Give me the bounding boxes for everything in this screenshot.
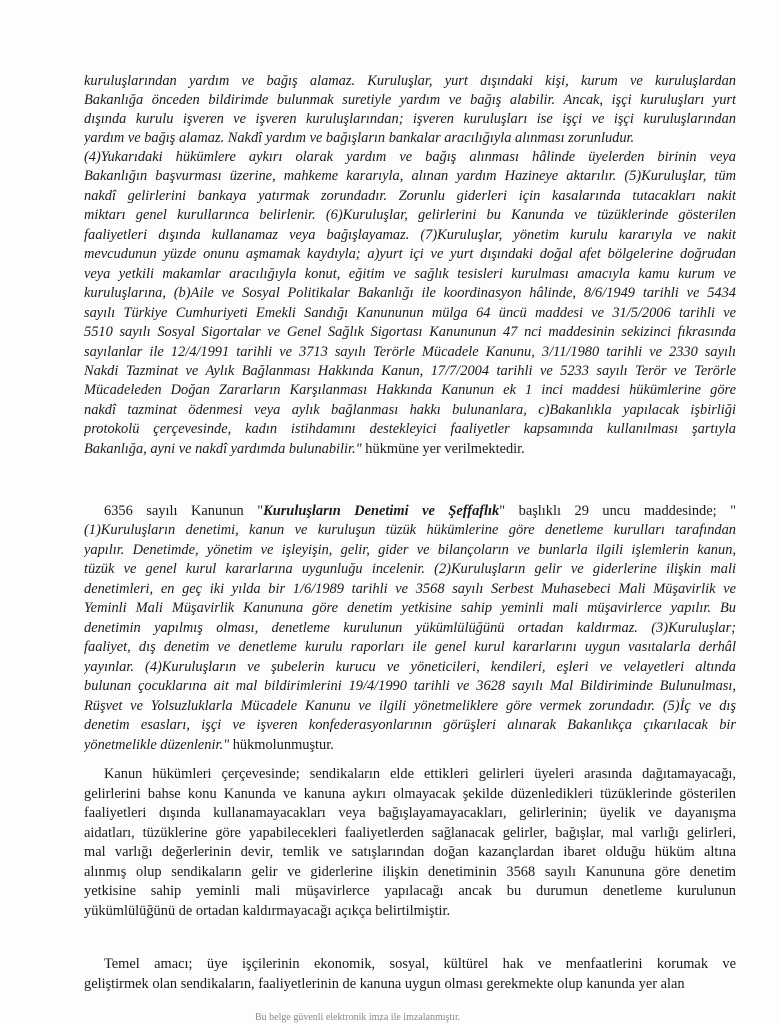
text-line: Yeminli Mali Müşavirlik Kanununa göre denetim yetkisine sahip yeminli mali müşavirlerce yapılır. Bu [84,600,736,616]
text-line: kuruluşlarından yardım ve bağış alamaz. Kuruluşlar, yurt dışındaki kişi, kurum ve kuruluşlardan [84,73,736,89]
text-line: sayılanlar ile 12/4/1991 tarihli ve 3713 sayılı Terörle Mücadele Kanunu, 3/11/1980 tarihli ve 2330 sayılı [84,344,736,360]
text-line: faaliyetleri dışında kullanamayacakları veya bağışlayamayacakları, gelirlerinin; üyelik ve dayanışma [84,805,736,821]
text-line: Mücadeleden Doğan Zararların Karşılanması Hakkında Kanunun ek 1 inci maddesi hükümlerine göre [84,382,736,398]
text-line: nakdî tazminat ödenmesi veya aylık bağlanması hakkı bulunanlara, c)Bakanlıkla yapılacak işbirliği [84,402,736,418]
text-line: dışında kurulu işveren ve işveren kuruluşlarından; işveren kuruluşları ise işçi ve işçi kuruluşlarından [84,111,736,127]
text-line: denetimleri, en geç iki yılda bir 1/6/1989 tarihli ve 3568 sayılı Serbest Muhasebeci Mali Müşavirlik ve [84,581,736,597]
text-line: 5510 sayılı Sosyal Sigortalar ve Genel Sağlık Sigortası Kanununun 47 nci maddesinin sekizinci fıkrasında [84,324,736,340]
text-line: geliştirmek olan sendikaların, faaliyetlerinin de kanuna uygun olması gerekmekte olup kanunda yer alan [84,976,685,992]
text-line: mevcudunun yüzde onunu aşmamak kaydıyla; a)yurt içi ve yurt dışındaki doğal afet bölgelerine doğrudan [84,246,736,262]
article-heading: Kuruluşların Denetimi ve Şeffaflık [263,503,500,519]
page-footer: Bu belge güvenli elektronik imza ile imzalanmıştır. [255,1012,461,1023]
text-line: (1)Kuruluşların denetimi, kanun ve kuruluşun tüzük hükümlerine göre denetleme kurulları tarafından [84,522,736,538]
text-line: alınmış olup sendikaların gelir ve giderlerine ilişkin denetiminin 3568 sayılı Kanununa göre denetim [84,864,736,880]
text-line: aidatları, tüzüklerine göre yapabilecekleri faaliyetlerden sağlanacak gelirler, bağışlar, mal varlığı gelirleri, [84,825,736,841]
text-line: denetimin yapılmış olması, denetleme kurulunun yükümlülüğünü ortadan kaldırmaz. (3)Kuruluşlar; [84,620,736,636]
text-line: yükümlülüğünü de ortadan kaldırmayacağı açıkça belirtilmiştir. [84,903,451,919]
text-line: Rüşvet ve Yolsuzluklarla Mücadele Kanunu ve ilgili yönetmeliklere göre vermek zorundadır. (5)İç ve dış [84,698,736,714]
text-line: mal varlığı değerlerinin devir, temlik ve satışlarından doğan kazançlardan ibaret olduğu hüküm altına [84,844,736,860]
text-line: tüzük ve genel kurul kararlarına uygunluğu incelenir. (2)Kuruluşların gelir ve giderlerine ilişkin mali [84,561,736,577]
text-line [84,736,736,754]
text-line: yayınlar. (4)Kuruluşların ve şubelerin kurucu ve yöneticileri, kendileri, eşleri ve velayetleri altında [84,659,736,675]
text-line: nakdî gelirlerini bankaya yatırmak zorundadır. Zorunlu giderleri için kasalarında tutacakları nakit [84,188,736,204]
text-line: yapılır. Denetimde, yönetim ve işleyişin, gelir, gider ve bilançoların ve bunlarla ilgili işlemlerin kanun, [84,542,736,558]
text-line: Bakanlığa önceden bildirimde bulunmak suretiyle yardım ve bağış alabilir. Ancak, işçi kuruluşları yurt [84,92,736,108]
text-line: gelirlerini bahse konu Kanunda ve kanuna aykırı olmayacak şekilde düzenledikleri tüzüklerinde gösterilen [84,786,736,802]
text-line: faaliyetleri dışında kullanamaz veya bağışlayamaz. (7)Kuruluşlar, yönetim kurulu kararıyla ve nakit [84,227,736,243]
quote-end-text: Bakanlığa, ayni ve nakdî yardımda bulunabilir." [84,441,362,457]
text-line: miktarı genel kurullarınca belirlenir. (6)Kuruluşlar, gelirlerini bu Kanunda ve tüzüklerinde gösterilen [84,207,736,223]
text-line: veya yetkili makamlar aracılığıyla konut, eğitim ve sağlık tesisleri kurulması amacıyla kamu kurum ve [84,266,736,282]
text-line: yetkisine sahip yeminli mali müşavirlerce yapılacağı ancak bu durumun denetleme kurulunun [84,883,736,899]
text-line: (4)Yukarıdaki hükümlere aykırı olarak yardım ve bağış alınması hâlinde üyelerden birinin veya [84,149,736,165]
text-line [104,502,736,520]
text-line: yardım ve bağış alamaz. Nakdî yardım ve bağışların bankalar aracılığıyla alınması zorunludur. [84,130,635,146]
text-line: Temel amacı; üye işçilerinin ekonomik, sosyal, kültürel hak ve menfaatlerini korumak ve [104,956,736,972]
text-line: protokolü çerçevesinde, kadın istihdamını destekleyici faaliyetler kapsamında kullanılması şartıyla [84,421,736,437]
text-line: sayılı Türkiye Cumhuriyeti Emekli Sandığı Kanununun mülga 64 üncü maddesi ve 31/5/2006 tarihli ve [84,305,736,321]
text-line [84,440,736,458]
text-line: faaliyet, dış denetim ve denetleme kurulu raporları ile genel kurul kararlarını uygun vasıtalarla derhâl [84,639,736,655]
quote-end-text: yönetmelikle düzenlenir." [84,737,230,753]
article-intro-text: " başlıklı 29 uncu maddesinde; " [499,503,736,519]
text-line: Nakdi Tazminat ve Aylık Bağlanması Hakkında Kanun, 17/7/2004 tarihli ve 5233 sayılı Terör ve Terörle [84,363,736,379]
text-line: denetim esasları, işçi ve işveren konfederasyonlarının görüşleri alınarak Bakanlıkça çıkarılacak bir [84,717,736,733]
article-intro-text: 6356 sayılı Kanunun " [104,503,264,519]
text-line: Kanun hükümleri çerçevesinde; sendikaların elde ettikleri gelirleri üyeleri arasında dağıtamayacağı, [104,766,736,782]
text-line: kuruluşlarına, (b)Aile ve Sosyal Politikalar Bakanlığı ile koordinasyon hâlinde, 8/6/1949 tarihli ve 5434 [84,285,736,301]
text-line: bulunan çocuklarına ait mal bildirimlerini 19/4/1990 tarihli ve 3628 sayılı Mal Bildiriminde Bulunulması, [84,678,736,694]
text-line: Bakanlığın başvurması üzerine, mahkeme kararıyla, alınan yardım Hazineye aktarılır. (5)Kuruluşlar, tüm [84,168,736,184]
commentary-text: hükmolunmuştur. [229,737,334,753]
commentary-text: hükmüne yer verilmektedir. [361,441,525,457]
